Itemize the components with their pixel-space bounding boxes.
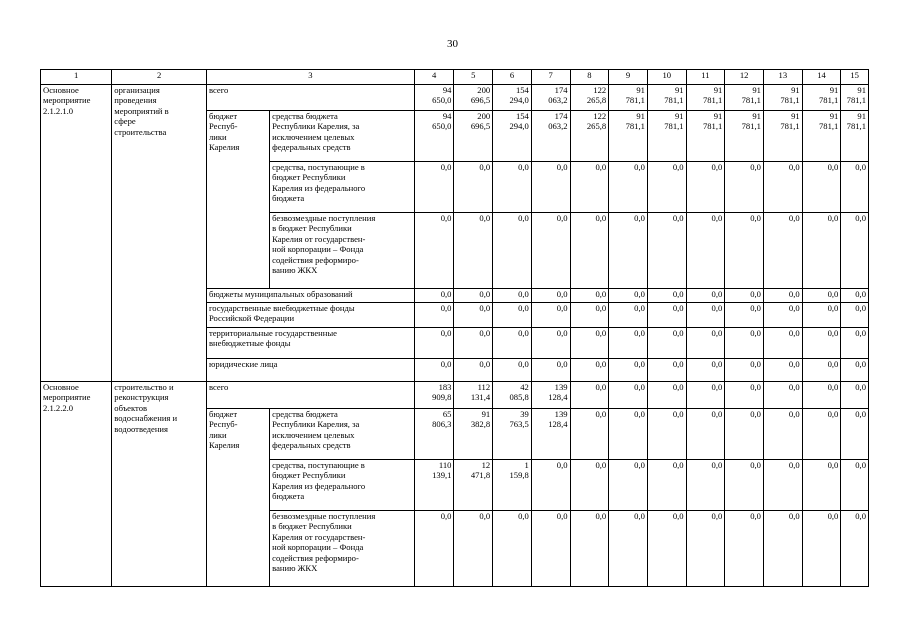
measure-name: строительство и реконструкция объектов водоснабжения и водоотведения	[112, 382, 207, 587]
value-cell: 91 781,1	[725, 111, 764, 162]
budget-karelia-label: бюджет Респуб- лики Карелия	[206, 409, 269, 587]
value-cell: 0,0	[763, 359, 802, 382]
value-cell: 91 781,1	[802, 85, 841, 111]
value-cell: 0,0	[725, 162, 764, 213]
value-cell: 65 806,3	[414, 409, 454, 460]
value-cell: 0,0	[531, 213, 570, 289]
column-number-header: 12	[725, 70, 764, 85]
value-cell: 1 159,8	[493, 460, 532, 511]
value-cell: 91 781,1	[725, 85, 764, 111]
value-cell: 0,0	[841, 213, 869, 289]
column-number-header: 2	[112, 70, 207, 85]
value-cell: 200 696,5	[454, 111, 493, 162]
value-cell: 0,0	[414, 328, 454, 359]
total-label: всего	[206, 382, 414, 409]
value-cell: 91 781,1	[647, 85, 686, 111]
value-cell: 0,0	[802, 289, 841, 303]
value-cell: 0,0	[686, 162, 725, 213]
measure-total-row	[41, 382, 869, 409]
value-cell: 0,0	[841, 359, 869, 382]
budget-table	[40, 69, 869, 587]
funding-source-label: территориальные государственные внебюджетные фонды	[206, 328, 414, 359]
value-cell: 0,0	[647, 328, 686, 359]
value-cell: 0,0	[570, 213, 609, 289]
value-cell: 0,0	[493, 289, 532, 303]
value-cell: 0,0	[609, 511, 648, 587]
value-cell: 112 131,4	[454, 382, 493, 409]
value-cell: 91 781,1	[686, 111, 725, 162]
value-cell: 0,0	[763, 511, 802, 587]
value-cell: 0,0	[570, 289, 609, 303]
value-cell: 0,0	[647, 511, 686, 587]
value-cell: 0,0	[609, 213, 648, 289]
value-cell: 0,0	[493, 328, 532, 359]
value-cell: 0,0	[763, 460, 802, 511]
value-cell: 0,0	[570, 460, 609, 511]
value-cell: 0,0	[763, 328, 802, 359]
value-cell: 0,0	[609, 382, 648, 409]
value-cell: 0,0	[454, 328, 493, 359]
value-cell: 122 265,8	[570, 111, 609, 162]
measure-name: организация проведения мероприятий в сфере строительства	[112, 85, 207, 382]
value-cell: 0,0	[802, 303, 841, 328]
value-cell: 0,0	[647, 213, 686, 289]
value-cell: 0,0	[414, 289, 454, 303]
value-cell: 0,0	[802, 359, 841, 382]
value-cell: 91 781,1	[609, 85, 648, 111]
value-cell: 0,0	[686, 359, 725, 382]
value-cell: 0,0	[647, 460, 686, 511]
funding-source-label: средства, поступающие в бюджет Республики Карелия из федерального бюджета	[270, 460, 415, 511]
value-cell: 0,0	[414, 511, 454, 587]
value-cell: 0,0	[454, 303, 493, 328]
value-cell: 139 128,4	[531, 409, 570, 460]
value-cell: 0,0	[841, 460, 869, 511]
funding-source-label: безвозмездные поступления в бюджет Республики Карелия от государствен- ной корпорации – Фонда содействия реформиро- ванию ЖКХ	[270, 213, 415, 289]
value-cell: 0,0	[647, 382, 686, 409]
funding-source-label: средства бюджета Республики Карелия, за исключением целевых федеральных средств	[270, 111, 415, 162]
value-cell: 154 294,0	[493, 111, 532, 162]
value-cell: 0,0	[647, 409, 686, 460]
value-cell: 174 063,2	[531, 85, 570, 111]
value-cell: 0,0	[841, 162, 869, 213]
header-row	[41, 70, 869, 85]
value-cell: 0,0	[725, 382, 764, 409]
value-cell: 0,0	[493, 162, 532, 213]
column-number-header: 5	[454, 70, 493, 85]
value-cell: 0,0	[647, 162, 686, 213]
value-cell: 0,0	[725, 289, 764, 303]
value-cell: 91 781,1	[647, 111, 686, 162]
value-cell: 0,0	[686, 303, 725, 328]
value-cell: 0,0	[841, 289, 869, 303]
value-cell: 0,0	[686, 213, 725, 289]
value-cell: 0,0	[570, 409, 609, 460]
value-cell: 0,0	[609, 303, 648, 328]
value-cell: 200 696,5	[454, 85, 493, 111]
value-cell: 0,0	[531, 162, 570, 213]
value-cell: 0,0	[609, 289, 648, 303]
value-cell: 0,0	[531, 303, 570, 328]
value-cell: 0,0	[609, 460, 648, 511]
total-label: всего	[206, 85, 414, 111]
value-cell: 0,0	[609, 328, 648, 359]
value-cell: 0,0	[570, 162, 609, 213]
value-cell: 0,0	[725, 303, 764, 328]
value-cell: 0,0	[414, 303, 454, 328]
value-cell: 0,0	[841, 409, 869, 460]
value-cell: 0,0	[686, 289, 725, 303]
value-cell: 174 063,2	[531, 111, 570, 162]
value-cell: 122 265,8	[570, 85, 609, 111]
funding-source-label: государственные внебюджетные фонды Российской Федерации	[206, 303, 414, 328]
value-cell: 91 781,1	[802, 111, 841, 162]
value-cell: 0,0	[647, 303, 686, 328]
page-number: 30	[447, 38, 458, 50]
column-number-header: 13	[763, 70, 802, 85]
value-cell: 91 382,8	[454, 409, 493, 460]
value-cell: 0,0	[802, 460, 841, 511]
column-number-header: 11	[686, 70, 725, 85]
funding-source-label: юридические лица	[206, 359, 414, 382]
value-cell: 0,0	[686, 382, 725, 409]
value-cell: 91 781,1	[763, 85, 802, 111]
measure-code: Основное мероприятие 2.1.2.2.0	[41, 382, 112, 587]
value-cell: 0,0	[493, 303, 532, 328]
value-cell: 0,0	[493, 359, 532, 382]
column-number-header: 3	[206, 70, 414, 85]
column-number-header: 1	[41, 70, 112, 85]
value-cell: 0,0	[570, 303, 609, 328]
value-cell: 12 471,8	[454, 460, 493, 511]
value-cell: 0,0	[686, 409, 725, 460]
value-cell: 0,0	[841, 328, 869, 359]
column-number-header: 6	[493, 70, 532, 85]
value-cell: 0,0	[841, 303, 869, 328]
value-cell: 0,0	[763, 382, 802, 409]
value-cell: 0,0	[570, 359, 609, 382]
value-cell: 0,0	[414, 359, 454, 382]
value-cell: 0,0	[414, 162, 454, 213]
column-number-header: 14	[802, 70, 841, 85]
value-cell: 0,0	[763, 289, 802, 303]
value-cell: 0,0	[725, 511, 764, 587]
value-cell: 0,0	[841, 511, 869, 587]
value-cell: 0,0	[531, 328, 570, 359]
funding-source-label: средства бюджета Республики Карелия, за исключением целевых федеральных средств	[270, 409, 415, 460]
value-cell: 0,0	[454, 289, 493, 303]
value-cell: 0,0	[725, 213, 764, 289]
budget-karelia-label: бюджет Респуб- лики Карелия	[206, 111, 269, 289]
value-cell: 0,0	[454, 359, 493, 382]
value-cell: 0,0	[763, 213, 802, 289]
value-cell: 0,0	[647, 289, 686, 303]
funding-source-label: бюджеты муниципальных образований	[206, 289, 414, 303]
value-cell: 0,0	[454, 213, 493, 289]
value-cell: 0,0	[454, 162, 493, 213]
value-cell: 183 909,8	[414, 382, 454, 409]
value-cell: 0,0	[454, 511, 493, 587]
value-cell: 0,0	[802, 511, 841, 587]
value-cell: 0,0	[725, 460, 764, 511]
value-cell: 0,0	[841, 382, 869, 409]
value-cell: 0,0	[725, 359, 764, 382]
column-number-header: 8	[570, 70, 609, 85]
value-cell: 0,0	[531, 511, 570, 587]
funding-source-label: средства, поступающие в бюджет Республики Карелия из федерального бюджета	[270, 162, 415, 213]
measure-total-row	[41, 85, 869, 111]
value-cell: 0,0	[609, 162, 648, 213]
value-cell: 91 781,1	[686, 85, 725, 111]
value-cell: 0,0	[570, 328, 609, 359]
value-cell: 0,0	[493, 511, 532, 587]
value-cell: 0,0	[647, 359, 686, 382]
value-cell: 0,0	[570, 382, 609, 409]
column-number-header: 7	[531, 70, 570, 85]
value-cell: 0,0	[802, 213, 841, 289]
value-cell: 39 763,5	[493, 409, 532, 460]
value-cell: 0,0	[725, 409, 764, 460]
value-cell: 0,0	[609, 359, 648, 382]
value-cell: 0,0	[531, 289, 570, 303]
value-cell: 0,0	[802, 382, 841, 409]
value-cell: 139 128,4	[531, 382, 570, 409]
value-cell: 0,0	[763, 162, 802, 213]
value-cell: 91 781,1	[609, 111, 648, 162]
value-cell: 0,0	[531, 460, 570, 511]
value-cell: 0,0	[802, 162, 841, 213]
value-cell: 0,0	[763, 409, 802, 460]
value-cell: 0,0	[414, 213, 454, 289]
value-cell: 0,0	[763, 303, 802, 328]
column-number-header: 15	[841, 70, 869, 85]
value-cell: 0,0	[609, 409, 648, 460]
value-cell: 0,0	[686, 511, 725, 587]
value-cell: 91 781,1	[841, 111, 869, 162]
value-cell: 91 781,1	[841, 85, 869, 111]
column-number-header: 9	[609, 70, 648, 85]
value-cell: 0,0	[686, 460, 725, 511]
funding-source-label: безвозмездные поступления в бюджет Республики Карелия от государствен- ной корпорации – Фонда содействия реформиро- ванию ЖКХ	[270, 511, 415, 587]
value-cell: 42 085,8	[493, 382, 532, 409]
value-cell: 0,0	[570, 511, 609, 587]
value-cell: 154 294,0	[493, 85, 532, 111]
table-body	[41, 70, 869, 587]
column-number-header: 4	[414, 70, 454, 85]
column-number-header: 10	[647, 70, 686, 85]
value-cell: 94 650,0	[414, 111, 454, 162]
value-cell: 0,0	[531, 359, 570, 382]
value-cell: 0,0	[686, 328, 725, 359]
measure-code: Основное мероприятие 2.1.2.1.0	[41, 85, 112, 382]
value-cell: 0,0	[802, 409, 841, 460]
value-cell: 110 139,1	[414, 460, 454, 511]
value-cell: 0,0	[493, 213, 532, 289]
value-cell: 91 781,1	[763, 111, 802, 162]
value-cell: 94 650,0	[414, 85, 454, 111]
value-cell: 0,0	[725, 328, 764, 359]
value-cell: 0,0	[802, 328, 841, 359]
